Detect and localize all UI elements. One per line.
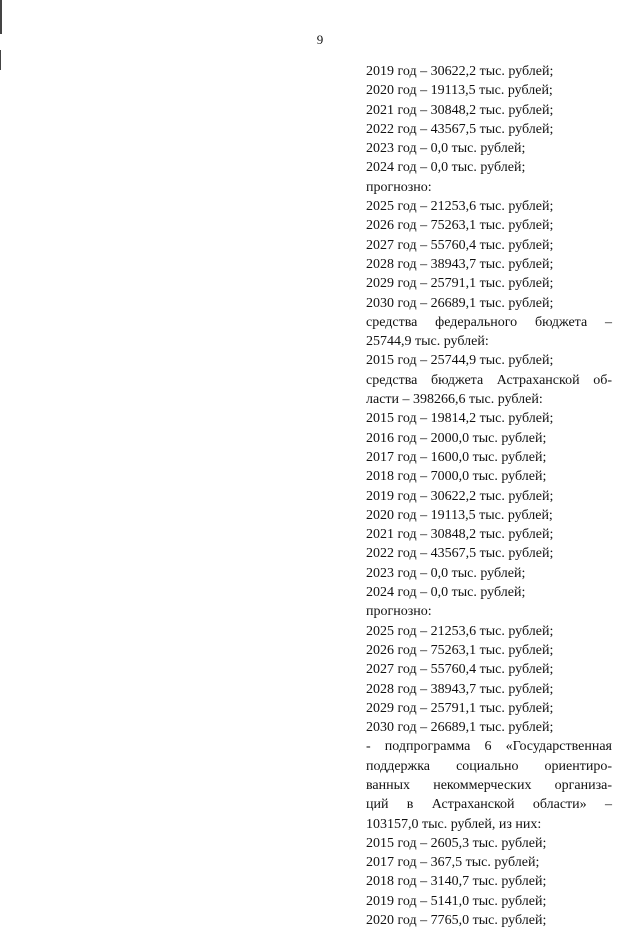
text-line: ласти – 398266,6 тыс. рублей: <box>366 392 543 408</box>
text-line: 2020 год – 19113,5 тыс. рублей; <box>366 83 553 99</box>
text-line: 2019 год – 5141,0 тыс. рублей; <box>366 893 547 909</box>
text-column <box>366 62 612 930</box>
text-line: 2020 год – 7765,0 тыс. рублей; <box>366 913 547 929</box>
text-line: 2017 год – 367,5 тыс. рублей; <box>366 855 540 871</box>
text-line: 2021 год – 30848,2 тыс. рублей; <box>366 527 554 543</box>
scan-edge-mark <box>0 0 2 34</box>
text-line: ций в Астраханской области» – <box>366 797 612 813</box>
text-line: 2023 год – 0,0 тыс. рублей; <box>366 141 526 157</box>
text-line: 2026 год – 75263,1 тыс. рублей; <box>366 642 554 658</box>
text-line: 2022 год – 43567,5 тыс. рублей; <box>366 546 554 562</box>
text-line: 2030 год – 26689,1 тыс. рублей; <box>366 295 554 311</box>
text-line: 2028 год – 38943,7 тыс. рублей; <box>366 681 554 697</box>
text-line: 2019 год – 30622,2 тыс. рублей; <box>366 488 554 504</box>
text-line: 2021 год – 30848,2 тыс. рублей; <box>366 102 554 118</box>
text-line: 2029 год – 25791,1 тыс. рублей; <box>366 276 554 292</box>
text-line: 2024 год – 0,0 тыс. рублей; <box>366 585 526 601</box>
text-line: 2019 год – 30622,2 тыс. рублей; <box>366 64 554 79</box>
text-line: 2029 год – 25791,1 тыс. рублей; <box>366 700 554 716</box>
text-line: 2018 год – 3140,7 тыс. рублей; <box>366 874 547 890</box>
text-line: 103157,0 тыс. рублей, из них: <box>366 816 542 832</box>
scan-edge-mark <box>0 50 1 70</box>
text-line: 2015 год – 19814,2 тыс. рублей; <box>366 411 554 427</box>
text-line: 2017 год – 1600,0 тыс. рублей; <box>366 449 547 465</box>
text-line: 2016 год – 2000,0 тыс. рублей; <box>366 430 547 446</box>
text-line: - подпрограмма 6 «Государственная <box>366 739 612 755</box>
text-line: 2028 год – 38943,7 тыс. рублей; <box>366 256 554 272</box>
text-line: 2022 год – 43567,5 тыс. рублей; <box>366 121 554 137</box>
text-line: 2015 год – 2605,3 тыс. рублей; <box>366 835 547 851</box>
text-line: 2015 год – 25744,9 тыс. рублей; <box>366 353 554 369</box>
text-line: 2025 год – 21253,6 тыс. рублей; <box>366 623 554 639</box>
text-line: 2027 год – 55760,4 тыс. рублей; <box>366 237 554 253</box>
text-line: 2024 год – 0,0 тыс. рублей; <box>366 160 526 176</box>
text-line: 2025 год – 21253,6 тыс. рублей; <box>366 199 554 215</box>
text-line: 25744,9 тыс. рублей: <box>366 334 489 350</box>
text-line: 2026 год – 75263,1 тыс. рублей; <box>366 218 554 234</box>
text-line: 2030 год – 26689,1 тыс. рублей; <box>366 720 554 736</box>
page-number: 9 <box>316 32 324 47</box>
text-line: средства бюджета Астраханской об- <box>366 372 612 388</box>
text-line: 2027 год – 55760,4 тыс. рублей; <box>366 662 554 678</box>
text-line: прогнозно: <box>366 604 432 620</box>
text-line: поддержка социально ориентиро- <box>366 758 612 774</box>
text-line: ванных некоммерческих организа- <box>366 777 612 793</box>
text-line: средства федерального бюджета – <box>366 314 612 330</box>
text-line: 2023 год – 0,0 тыс. рублей; <box>366 565 526 581</box>
text-line: 2018 год – 7000,0 тыс. рублей; <box>366 469 547 485</box>
text-line: прогнозно: <box>366 179 432 195</box>
text-line: 2020 год – 19113,5 тыс. рублей; <box>366 507 553 523</box>
